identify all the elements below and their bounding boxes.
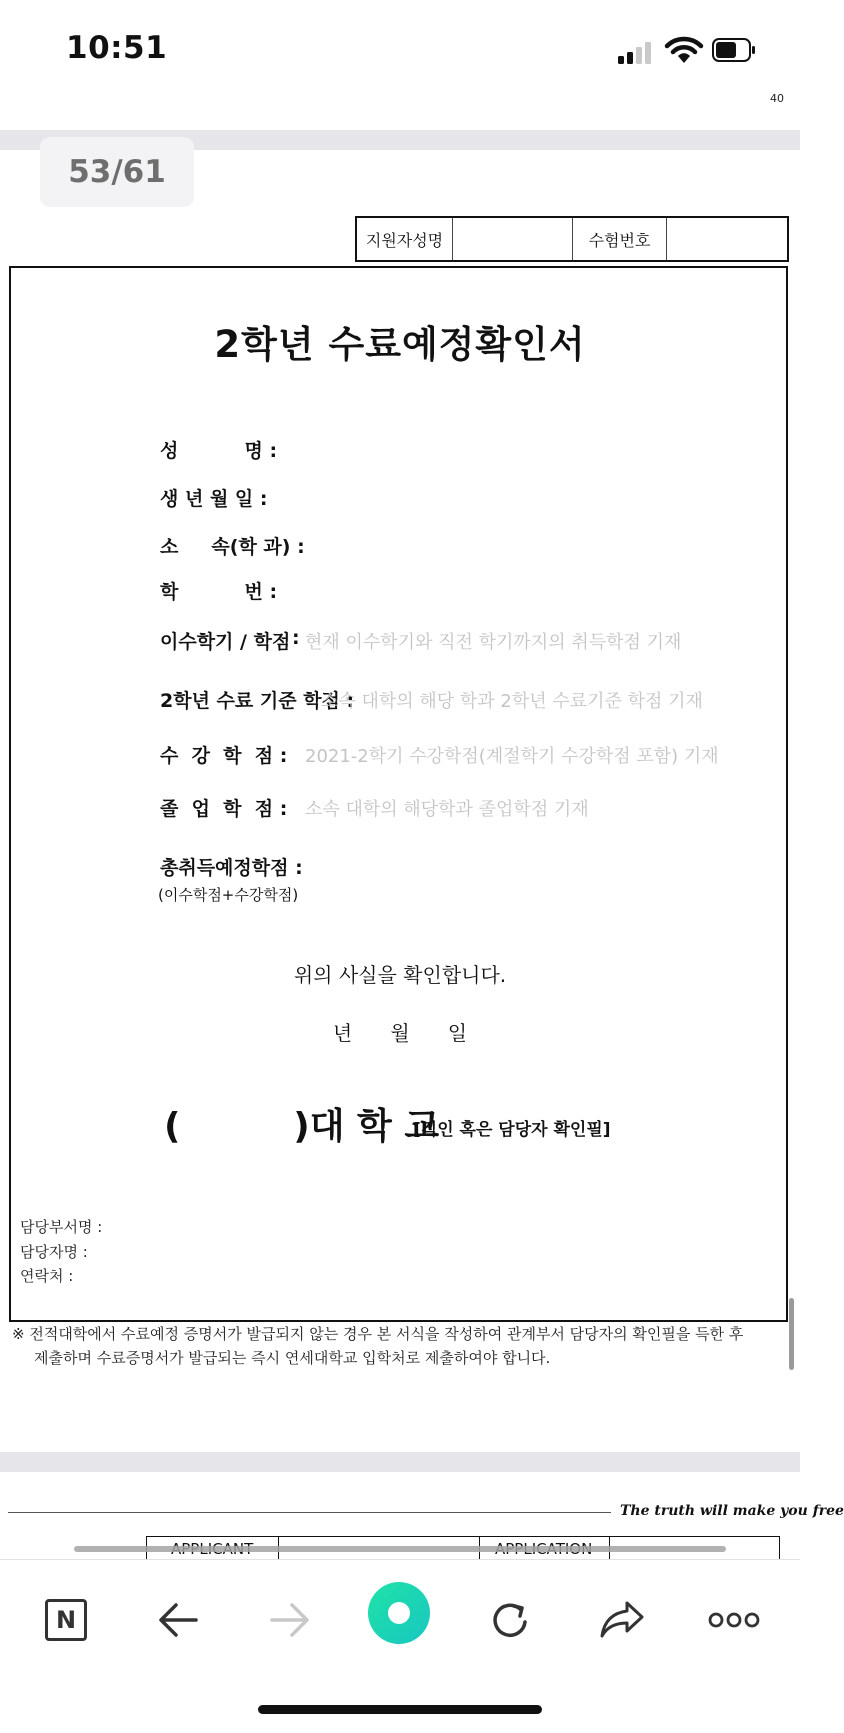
document-footnote	[12, 1322, 788, 1370]
naver-home-button[interactable]	[34, 1588, 98, 1652]
forward-button[interactable]	[258, 1588, 322, 1652]
status-time: 10:51	[66, 30, 168, 66]
contact-phone-label: 연락처 :	[20, 1267, 74, 1285]
total-expected-sublabel: (이수학점+수강학점)	[158, 886, 299, 904]
status-bar	[0, 0, 800, 100]
back-arrow-icon	[156, 1600, 200, 1640]
green-dot-icon	[366, 1580, 432, 1646]
battery-icon	[712, 38, 756, 62]
document-title: 2학년 수료예정확인서	[214, 323, 586, 366]
graduation-credits-label: 졸 업 학 점 :	[160, 798, 288, 820]
vertical-scrollbar[interactable]	[789, 1298, 794, 1370]
reload-button[interactable]	[478, 1588, 542, 1652]
university-note: [직인 혹은 담당자 확인필]	[413, 1120, 611, 1140]
applicant-info-table	[355, 216, 789, 262]
graduation-credits-hint: 소속 대학의 해당학과 졸업학점 기재	[305, 799, 589, 820]
confirm-text: 위의 사실을 확인합니다.	[293, 963, 507, 987]
completed-credits-colon: :	[292, 627, 300, 649]
footnote-line-1: ※ 전적대학에서 수료예정 증명서가 발급되지 않는 경우 본 서식을 작성하여 관계부서 담당자의 확인필을 득한 후	[12, 1325, 744, 1343]
corner-label: 40	[770, 92, 784, 105]
total-expected-label: 총취득예정학점 :	[160, 857, 303, 879]
contact-person-label: 담당자명 :	[20, 1243, 88, 1261]
wifi-icon	[664, 34, 704, 66]
more-button[interactable]	[702, 1588, 766, 1652]
applicant-name-value[interactable]	[453, 218, 573, 260]
naver-n-letter: N	[55, 1606, 77, 1634]
applicant-name-label: 지원자성명	[357, 218, 453, 260]
birthdate-label: 생 년 월 일 :	[160, 488, 268, 510]
horizontal-scrollbar[interactable]	[74, 1546, 726, 1552]
date-line: 년 월 일	[332, 1021, 468, 1045]
footnote-line-2: 제출하며 수료증명서가 발급되는 즉시 연세대학교 입학처로 제출하여야 합니다.	[34, 1349, 551, 1367]
completion-standard-hint: 소속 대학의 해당 학과 2학년 수료기준 학점 기재	[321, 691, 703, 712]
page-counter: 53/61	[40, 137, 194, 207]
completion-standard-label: 2학년 수료 기준 학점 :	[160, 690, 355, 712]
student-id-label: 학 번 :	[160, 581, 278, 603]
cellular-signal-icon	[618, 40, 654, 64]
document-frame	[9, 266, 788, 1322]
naver-n-icon	[45, 1599, 87, 1641]
name-label: 성 명 :	[160, 440, 278, 462]
green-dot-button[interactable]	[366, 1580, 432, 1646]
more-icon	[707, 1610, 761, 1630]
affiliation-label: 소 속(학 과) :	[160, 536, 305, 558]
enrolled-credits-hint: 2021-2학기 수강학점(계절학기 수강학점 포함) 기재	[305, 746, 719, 767]
exam-number-value[interactable]	[667, 218, 787, 260]
completed-credits-label: 이수학기 / 학점	[160, 631, 291, 653]
viewer-page-gap-2	[0, 1452, 800, 1472]
contact-department-label: 담당부서명 :	[20, 1218, 103, 1236]
home-indicator[interactable]	[258, 1705, 542, 1714]
exam-number-label: 수험번호	[573, 218, 667, 260]
next-page-motto: The truth will make you free	[620, 1503, 844, 1519]
share-button[interactable]	[590, 1588, 654, 1652]
enrolled-credits-label: 수 강 학 점 :	[160, 745, 288, 767]
back-button[interactable]	[146, 1588, 210, 1652]
forward-arrow-icon	[268, 1600, 312, 1640]
university-line: ( )대 학 교	[164, 1106, 440, 1147]
share-icon	[597, 1598, 647, 1642]
reload-icon	[487, 1597, 533, 1643]
completed-credits-hint: 현재 이수학기와 직전 학기까지의 취득학점 기재	[305, 632, 682, 653]
next-page-rule	[8, 1512, 611, 1513]
